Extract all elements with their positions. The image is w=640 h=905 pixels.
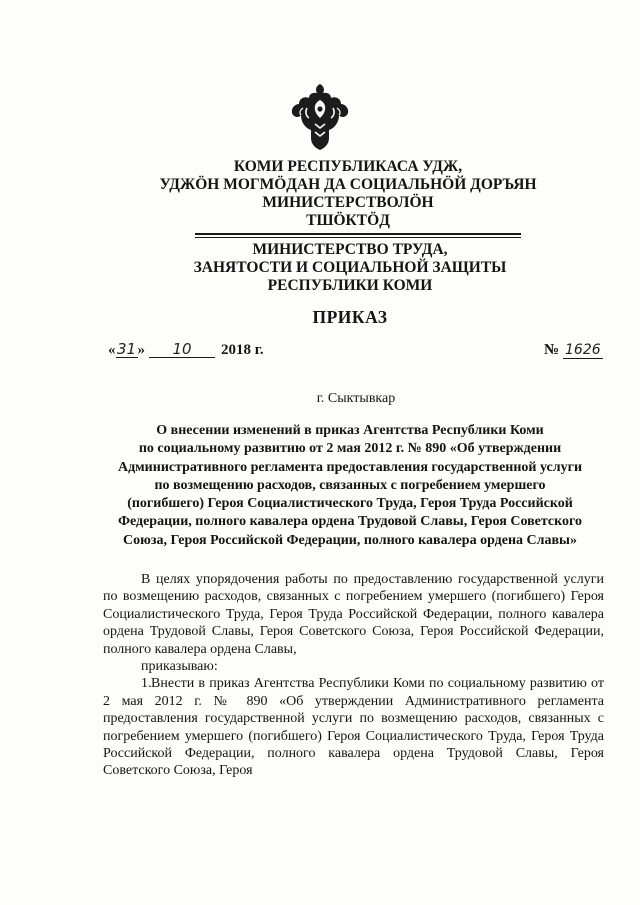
ministry-header-komi xyxy=(28,158,640,230)
item-1-number: 1. xyxy=(141,676,152,692)
komi-coat-of-arms-icon xyxy=(287,80,353,152)
date-close-quote: » xyxy=(137,342,145,358)
item-1-paragraph xyxy=(103,675,604,779)
header-line: РЕСПУБЛИКИ КОМИ xyxy=(267,277,433,294)
header-line: МИНИСТЕРСТВОЛÖН xyxy=(262,194,434,211)
header-divider-thin xyxy=(195,237,521,238)
document-type: ПРИКАЗ xyxy=(312,307,388,327)
header-line: УДЖÖН МОГМÖДАН ДА СОЦИАЛЬНÖЙ ДОРЪЯН xyxy=(159,176,537,193)
date-open-quote: « xyxy=(108,342,116,358)
header-line: ЗАНЯТОСТИ И СОЦИАЛЬНОЙ ЗАЩИТЫ xyxy=(193,259,507,276)
item-1-text: Внести в приказ Агентства Республики Коми по социальному развитию от 2 мая 2012 г. № 890 «Об утверждении Административного регламента предоставления государственной услуги по возмещению расходов, связанных с погребением умершего (погибшего) Героя Социалистического Труда, Героя Труда Российской Федерации, полного кавалера ордена Трудовой Славы, Героя Советского Союза, Героя xyxy=(103,676,604,779)
header-line: КОМИ РЕСПУБЛИКАСА УДЖ, xyxy=(233,158,463,175)
document-number xyxy=(544,342,603,359)
document-city: г. Сыктывкар xyxy=(316,391,396,406)
title-line: (погибшего) Героя Социалистического Труда, Героя Труда Российской xyxy=(127,496,573,512)
date-day-handwritten: 31 xyxy=(116,340,137,358)
document-title xyxy=(30,422,640,550)
date-month-handwritten: 10 xyxy=(149,342,215,358)
number-handwritten: 1626 xyxy=(563,343,603,359)
preamble-paragraph: В целях упорядочения работы по предоставлению государственной услуги по возмещению расходов, связанных с погребением умершего (погибшего) Героя Социалистического Труда, Героя Труда Российской Федерации, полного кавалера ордена Трудовой Славы, Героя Советского Союза, Героя Российской Федерации, полного кавалера ордена Славы, xyxy=(103,572,604,657)
ministry-header-russian xyxy=(30,241,640,295)
order-word: приказываю: xyxy=(141,659,218,675)
title-line: Союза, Героя Российской Федерации, полного кавалера ордена Славы» xyxy=(123,532,577,548)
header-line: МИНИСТЕРСТВО ТРУДА, xyxy=(252,241,448,258)
header-divider xyxy=(195,233,521,235)
title-line: по возмещению расходов, связанных с погребением умершего xyxy=(154,477,546,493)
document-date xyxy=(108,342,264,359)
title-line: О внесении изменений в приказ Агентства Республики Коми xyxy=(156,423,544,438)
date-year: 2018 г. xyxy=(221,342,264,358)
document-body xyxy=(103,571,604,780)
title-line: Федерации, полного кавалера ордена Трудовой Славы, Героя Советского xyxy=(117,514,583,530)
header-line: ТШÖКТÖД xyxy=(306,212,390,229)
title-line: по социальному развитию от 2 мая 2012 г. № 890 «Об утверждении xyxy=(138,441,562,457)
number-prefix: № xyxy=(544,342,560,358)
title-line: Административного регламента предоставления государственной услуги xyxy=(117,459,583,475)
